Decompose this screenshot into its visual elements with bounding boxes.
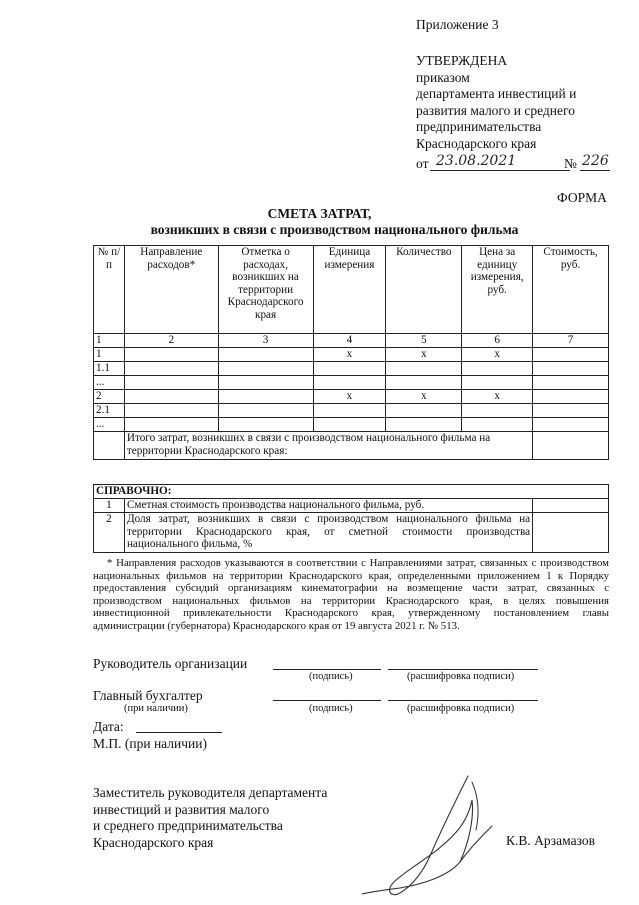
row-number: 1.1 xyxy=(94,362,125,376)
accountant-signature-line xyxy=(273,700,381,701)
number-underline xyxy=(580,170,610,171)
deputy-line-3: и среднего предпринимательства xyxy=(93,818,283,833)
approval-line-2: департамента инвестиций и xyxy=(416,86,577,101)
table-cell: x xyxy=(462,348,533,362)
table-cell xyxy=(124,348,218,362)
table-cell xyxy=(533,362,609,376)
col-header-cost: Стоимость, руб. xyxy=(533,246,609,334)
reference-value-cell xyxy=(533,499,609,513)
table-cell xyxy=(313,404,386,418)
reference-table xyxy=(93,484,609,553)
table-row xyxy=(94,348,609,362)
reference-title: СПРАВОЧНО: xyxy=(94,485,609,499)
deputy-line-1: Заместитель руководителя департамента xyxy=(93,785,328,800)
row-number: 2 xyxy=(94,390,125,404)
date-underline xyxy=(430,170,570,171)
stamp-label: М.П. (при наличии) xyxy=(93,736,207,751)
reference-row xyxy=(94,513,609,553)
table-row xyxy=(94,390,609,404)
row-number: 2.1 xyxy=(94,404,125,418)
accountant-label: Главный бухгалтер xyxy=(93,688,203,703)
row-number: 1 xyxy=(94,348,125,362)
col-header-quantity: Количество xyxy=(386,246,462,334)
table-cell xyxy=(218,362,313,376)
title-line-2: возникших в связи с производством национального фильма xyxy=(150,222,519,237)
deputy-block xyxy=(93,785,327,851)
footnote: * Направления расходов указываются в соответствии с Направлениями затрат, связанных с производством национальных фильмов на территории Краснодарского края, определенными приложением 1 к Порядку предоставления субсидий организациям кинематографии на возмещение части затрат, связанных с производством национальных фильмов на территории Краснодарского края, в целях повышения инвестиционной привлекательности Краснодарского края, утвержденному постановлением главы администрации (губернатора) Краснодарского края от 19 августа 2021 г. № 513. xyxy=(93,557,609,632)
table-cell xyxy=(462,404,533,418)
row-number: ... xyxy=(94,376,125,390)
total-empty-cell xyxy=(94,432,125,460)
table-row xyxy=(94,404,609,418)
reference-row xyxy=(94,499,609,513)
date-prefix: от xyxy=(416,156,429,171)
table-cell xyxy=(533,376,609,390)
handwritten-signature xyxy=(360,770,510,900)
total-value-cell xyxy=(533,432,609,460)
col-number-cell: 1 xyxy=(94,334,125,348)
table-cell xyxy=(124,418,218,432)
head-decode-line xyxy=(388,669,538,670)
accountant-decode-caption: (расшифровка подписи) xyxy=(407,703,515,714)
head-decode-caption: (расшифровка подписи) xyxy=(407,671,515,682)
form-label: ФОРМА xyxy=(557,190,607,205)
approval-block xyxy=(416,53,576,152)
table-cell: x xyxy=(386,390,462,404)
date-label: Дата: xyxy=(93,719,124,734)
table-cell xyxy=(533,404,609,418)
table-cell xyxy=(462,376,533,390)
reference-value-cell xyxy=(533,513,609,553)
table-cell xyxy=(313,376,386,390)
reference-text: Доля затрат, возникших в связи с производством национального фильма на территории Краснодарского края, от сметной стоимости производства национального фильма, % xyxy=(124,513,532,553)
col-number-cell: 5 xyxy=(386,334,462,348)
table-cell: x xyxy=(386,348,462,362)
cost-table xyxy=(93,245,609,460)
head-signature-line xyxy=(273,669,381,670)
col-number-cell: 3 xyxy=(218,334,313,348)
reference-title-row xyxy=(94,485,609,499)
total-row xyxy=(94,432,609,460)
table-cell xyxy=(313,362,386,376)
col-number-cell: 6 xyxy=(462,334,533,348)
approval-line-1: приказом xyxy=(416,69,470,85)
approval-line-3: развития малого и среднего xyxy=(416,102,575,118)
table-cell xyxy=(462,418,533,432)
table-row xyxy=(94,376,609,390)
deputy-name: К.В. Арзамазов xyxy=(506,833,595,848)
table-cell xyxy=(386,404,462,418)
approval-line-5: Краснодарского края xyxy=(416,135,537,151)
number-prefix: № xyxy=(564,156,577,171)
table-cell xyxy=(124,404,218,418)
table-cell xyxy=(218,390,313,404)
col-number-cell: 2 xyxy=(124,334,218,348)
head-label: Руководитель организации xyxy=(93,656,248,671)
table-cell xyxy=(386,362,462,376)
table-cell xyxy=(218,348,313,362)
table-cell xyxy=(386,418,462,432)
date-signature-line xyxy=(136,732,222,733)
table-cell xyxy=(124,362,218,376)
accountant-if-any: (при наличии) xyxy=(124,703,188,714)
number-handwritten: 226 xyxy=(582,153,609,169)
head-signature-caption: (подпись) xyxy=(309,671,353,682)
table-cell xyxy=(218,418,313,432)
accountant-decode-line xyxy=(388,700,538,701)
document-title xyxy=(0,206,639,238)
table-cell: x xyxy=(313,348,386,362)
col-header-direction: Направление расходов* xyxy=(124,246,218,334)
accountant-signature-caption: (подпись) xyxy=(309,703,353,714)
col-header-unit: Единица измерения xyxy=(313,246,386,334)
total-label: Итого затрат, возникших в связи с производством национального фильма на территории Краснодарского края: xyxy=(124,432,532,460)
deputy-line-2: инвестиций и развития малого xyxy=(93,801,270,817)
table-cell: x xyxy=(313,390,386,404)
date-handwritten: 23.08.2021 xyxy=(436,153,517,169)
col-header-number: № п/п xyxy=(94,246,125,334)
approved-label: УТВЕРЖДЕНА xyxy=(416,53,508,68)
reference-text: Сметная стоимость производства национального фильма, руб. xyxy=(124,499,532,513)
reference-number: 2 xyxy=(94,513,125,553)
row-number: ... xyxy=(94,418,125,432)
col-header-mark: Отметка о расходах, возникших на территории Краснодарского края xyxy=(218,246,313,334)
table-cell xyxy=(218,404,313,418)
approval-line-4: предпринимательства xyxy=(416,119,542,134)
approval-date-row xyxy=(416,153,616,176)
appendix-label: Приложение 3 xyxy=(416,17,499,32)
table-cell: x xyxy=(462,390,533,404)
table-row xyxy=(94,362,609,376)
title-line-1: СМЕТА ЗАТРАТ, xyxy=(267,206,372,221)
table-cell xyxy=(313,418,386,432)
table-cell xyxy=(124,390,218,404)
table-header-row xyxy=(94,246,609,334)
table-cell xyxy=(462,362,533,376)
table-cell xyxy=(533,418,609,432)
table-cell xyxy=(218,376,313,390)
table-row xyxy=(94,418,609,432)
table-cell xyxy=(386,376,462,390)
table-cell xyxy=(124,376,218,390)
col-header-price: Цена за единицу измерения, руб. xyxy=(462,246,533,334)
col-number-cell: 7 xyxy=(533,334,609,348)
column-number-row xyxy=(94,334,609,348)
col-number-cell: 4 xyxy=(313,334,386,348)
table-cell xyxy=(533,390,609,404)
reference-number: 1 xyxy=(94,499,125,513)
deputy-line-4: Краснодарского края xyxy=(93,834,214,850)
table-cell xyxy=(533,348,609,362)
